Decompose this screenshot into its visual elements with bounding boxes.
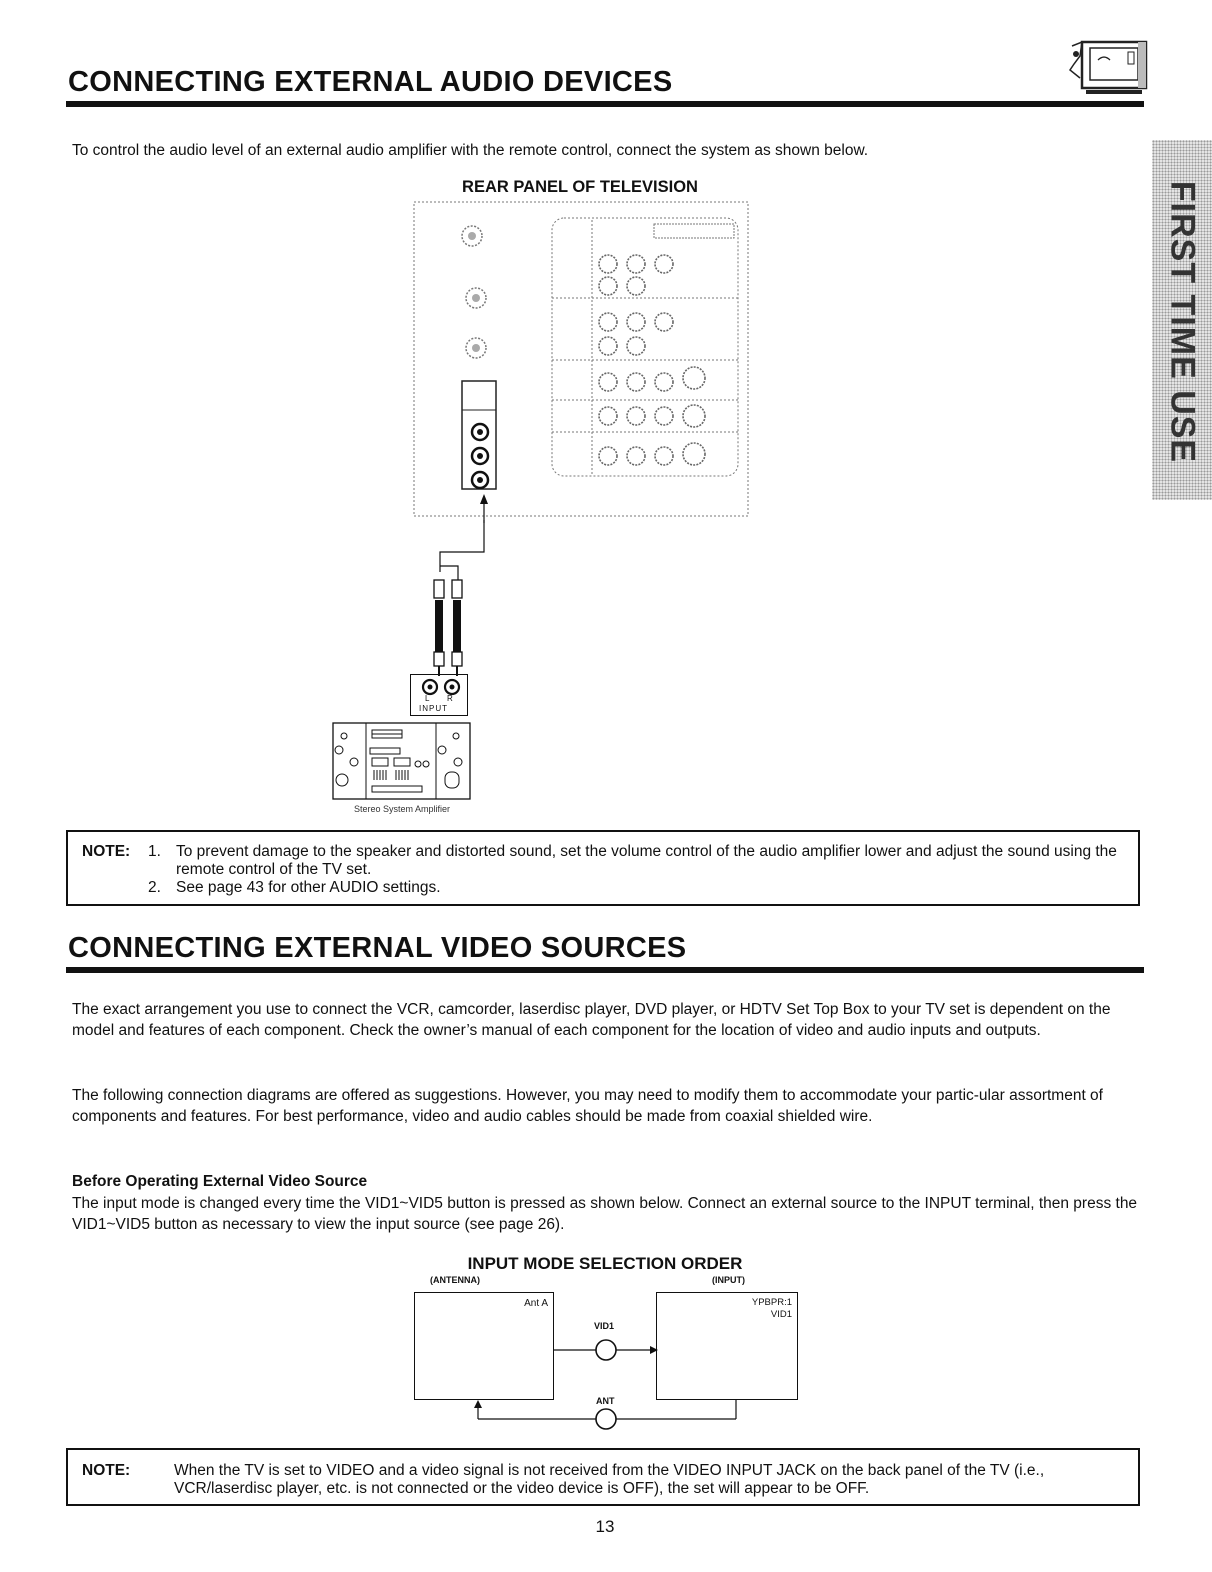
video-title-rule xyxy=(66,967,1144,973)
before-operating-heading: Before Operating External Video Source xyxy=(72,1173,368,1190)
vid1-button-label: VID1 xyxy=(594,1321,615,1331)
page-number: 13 xyxy=(595,1517,615,1536)
video-paragraph-1: The exact arrangement you use to connect the VCR, camcorder, laserdisc player, DVD player, or HDTV Set Top Box to your TV set is dependent on the model and features of each component. Check the owner’s manual of each component for the location of video and audio inputs and outputs. xyxy=(72,1001,1111,1039)
audio-note-label: NOTE: xyxy=(82,843,131,860)
video-note-text: When the TV is set to VIDEO and a video signal is not received from the VIDEO INPUT JACK on the back panel of the TV (i.e., VCR/laserdisc player, etc. is not connected or the video device is OFF), the set will appear to be OFF. xyxy=(174,1462,1045,1497)
audio-title-rule xyxy=(66,101,1144,107)
vid1-button-circle xyxy=(596,1340,616,1360)
input-mode-text-2: VID1 xyxy=(770,1309,792,1320)
side-tab-label: FIRST TIME USE xyxy=(1163,180,1202,464)
video-note-box xyxy=(66,1448,1140,1506)
video-note-label: NOTE: xyxy=(82,1462,131,1479)
audio-section-title: CONNECTING EXTERNAL AUDIO DEVICES xyxy=(68,66,673,98)
audio-note-text-1: To prevent damage to the speaker and distorted sound, set the volume control of the audio amplifier lower and adjust the sound using the remote control of the TV set. xyxy=(176,843,1117,878)
input-mode-title: INPUT MODE SELECTION ORDER xyxy=(467,1254,743,1273)
video-paragraph-2: The following connection diagrams are offered as suggestions. However, you may need to modify them to accommodate your partic-ular assortment of components and features. For best performance, video and audio cables should be made from coaxial shielded wire. xyxy=(72,1087,1103,1125)
video-section-title: CONNECTING EXTERNAL VIDEO SOURCES xyxy=(68,932,687,964)
input-left-label: L xyxy=(425,694,430,703)
before-operating-text: The input mode is changed every time the VID1~VID5 button is pressed as shown below. Connect an external source to the INPUT terminal, then press the VID1~VID5 button as necessary to view the input source (see page 26). xyxy=(72,1195,1138,1233)
input-mode-text-1: YPBPR:1 xyxy=(751,1297,792,1308)
rear-panel-diagram xyxy=(410,198,755,523)
input-right-label: R xyxy=(447,694,453,703)
antenna-mode-text: Ant A xyxy=(524,1298,548,1309)
ant-button-label: ANT xyxy=(596,1396,615,1406)
rear-panel-title: REAR PANEL OF TELEVISION xyxy=(462,178,698,196)
antenna-jacks xyxy=(462,226,486,358)
audio-note-box xyxy=(66,830,1140,906)
audio-note-text-2: See page 43 for other AUDIO settings. xyxy=(176,879,441,896)
amplifier-input-panel xyxy=(410,674,468,716)
side-tab xyxy=(1152,140,1212,500)
audio-cable xyxy=(410,520,490,680)
ant-button-circle xyxy=(596,1409,616,1429)
stereo-amplifier-drawing xyxy=(332,722,472,802)
audio-intro-text: To control the audio level of an external audio amplifier with the remote control, connect the system as shown below. xyxy=(72,142,869,159)
audio-note-num-2: 2. xyxy=(148,879,161,896)
input-mode-input-label: (INPUT) xyxy=(712,1275,745,1285)
input-mode-arrows xyxy=(414,1330,804,1440)
amplifier-label: Stereo System Amplifier xyxy=(353,804,451,814)
tv-setup-icon xyxy=(1068,34,1150,98)
antenna-label: (ANTENNA) xyxy=(430,1275,480,1285)
input-label: INPUT xyxy=(419,704,448,713)
audio-note-num-1: 1. xyxy=(148,843,161,860)
